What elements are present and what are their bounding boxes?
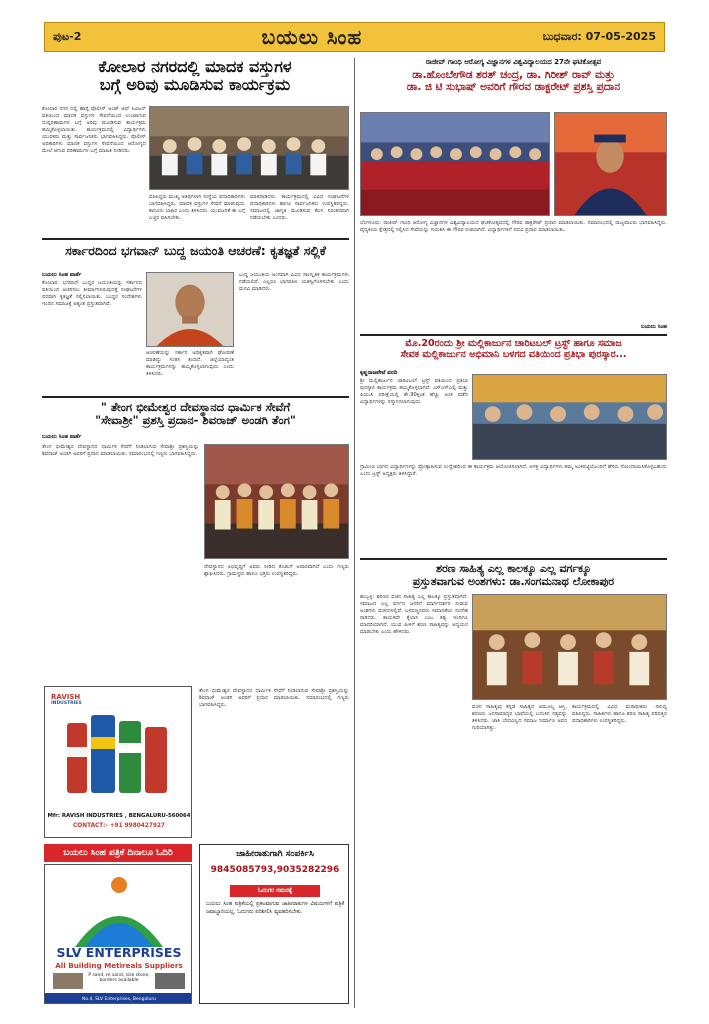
ravish-contact: CONTACT:- +91 9980427927 xyxy=(73,823,165,829)
article-2-byline: ಬಯಲು ಸಿಂಹ ವಾರ್ತೆ xyxy=(42,272,82,278)
article-5-headline xyxy=(360,339,667,361)
article-4-kicker: ರಾಜೀವ್ ಗಾಂಧಿ ಆರೋಗ್ಯ ವಿಜ್ಞಾನಗಳ ವಿಶ್ವವಿದ್ಯಾಲಯದ 27ನೇ ಘಟಿಕೋತ್ಸವ xyxy=(425,58,602,66)
article-4-photo-portrait xyxy=(554,112,667,216)
ravish-industries-ad xyxy=(44,686,192,838)
article-4-text: ಬೆಂಗಳೂರು: ರಾಜೀವ್ ಗಾಂಧಿ ಆರೋಗ್ಯ ವಿಜ್ಞಾನಗಳ ವಿಶ್ವವಿದ್ಯಾಲಯದ ಘಟಿಕೋತ್ಸವದಲ್ಲಿ ಗೌರವ ಡಾಕ್ಟರೇಟ್ ಪ್ರದಾನ ಮಾಡಲಾಯಿತು. ಸಮಾರಂಭದಲ್ಲಿ ರಾಜ್ಯಪಾಲರು ಭಾಗವಹಿಸಿದ್ದರು. ವೈದ್ಯಕೀಯ ಕ್ಷೇತ್ರದಲ್ಲಿ ಸಲ್ಲಿಸಿದ ಸೇವೆಯನ್ನು ಗುರುತಿಸಿ ಈ ಗೌರವ ನೀಡಲಾಗಿದೆ. ವಿದ್ಯಾರ್ಥಿಗಳಿಗೆ ಪದವಿ ಪ್ರದಾನ ಮಾಡಲಾಯಿತು. xyxy=(360,220,667,233)
article-1-photo xyxy=(149,106,349,190)
article-3-headline xyxy=(42,401,349,427)
slv-address: No.4, SLV Enterprises, Bengaluru xyxy=(45,993,192,1004)
article-3-photo xyxy=(204,444,349,559)
divider-2 xyxy=(42,396,349,398)
article-4-byline: ಬಯಲು ಸಿಂಹ xyxy=(640,324,667,330)
article-4-photo-group xyxy=(360,112,550,216)
page-label: ಪುಟ-2 xyxy=(53,30,82,43)
ravish-brand: RAVISH xyxy=(51,693,81,701)
article-1-text-right: ಮಾತನಾಡಿದರು. ಕಾರ್ಯಕ್ರಮದಲ್ಲಿ ವಿವಿಧ ಸಂಘಟನೆಗಳ ಪದಾಧಿಕಾರಿಗಳು ಹಾಗೂ ಸಾರ್ವಜನಿಕರು ಉಪಸ್ಥಿತರಿದ್ದರು. ಸಮಾಜದಲ್ಲಿ ಜಾಗೃತಿ ಮೂಡಿಸುವ ಕೆಲಸ ನಿರಂತರವಾಗಿ ನಡೆಯಬೇಕು ಎಂದರು. xyxy=(250,194,349,221)
divider-3 xyxy=(360,334,667,336)
ravish-brand-sub: INDUSTRIES xyxy=(51,701,82,706)
issue-date: ಬುಧವಾರ: 07-05-2025 xyxy=(542,30,656,43)
article-5-photo xyxy=(472,374,667,460)
article-4-headline xyxy=(360,69,667,93)
article-5-headline-line2: ಸೇವಕ ಮಲ್ಲಿಕಾರ್ಜುನ ಅಭಿಮಾನಿ ಬಳಗದ ವತಿಯಿಂದ ಪ್ರತಿಭಾ ಪುರಸ್ಕಾರ... xyxy=(400,348,627,360)
article-3-text-right: ದೇವಸ್ಥಾನದ ಅಭಿವೃದ್ಧಿಗೆ ಅವರು ನೀಡಿದ ಕೊಡುಗೆ ಅಪಾರವಾಗಿದೆ ಎಂದು ಗಣ್ಯರು ಶ್ಲಾಘಿಸಿದರು. ಗ್ರಾಮಸ್ಥರು ಹಾಗೂ ಭಕ್ತರು ಉಪಸ್ಥಿತರಿದ್ದರು. xyxy=(204,564,349,577)
article-3-text-left: ತೇಂಗ ಭೀಮೇಶ್ವರ ದೇವಸ್ಥಾನದ ಧಾರ್ಮಿಕ ಸೇವೆಗೆ ನೀಡಲಾಗುವ ಸೇವಾಶ್ರೀ ಪ್ರಶಸ್ತಿಯನ್ನು ಶಿವರಾಜ್ ಅಂಡಗಿ ಅವರಿಗೆ ಪ್ರದಾನ ಮಾಡಲಾಯಿತು. ಸಮಾರಂಭದಲ್ಲಿ ಗಣ್ಯರು ಭಾಗವಹಿಸಿದ್ದರು. xyxy=(42,444,199,457)
article-5-text-top: ಶ್ರೀ ಮಲ್ಲಿಕಾರ್ಜುನ ಚಾರಿಟಬಲ್ ಟ್ರಸ್ಟ್ ವತಿಯಿಂದ ಪ್ರತಿಭಾ ಪುರಸ್ಕಾರ ಕಾರ್ಯಕ್ರಮ ಹಮ್ಮಿಕೊಳ್ಳಲಾಗಿದೆ. ಎಸ್ಎಸ್ಎಲ್ಸಿ ಮತ್ತು ಪಿಯುಸಿ ಪರೀಕ್ಷೆಯಲ್ಲಿ ಶೇ.90ಕ್ಕಿಂತ ಹೆಚ್ಚು ಅಂಕ ಪಡೆದ ವಿದ್ಯಾರ್ಥಿಗಳನ್ನು ಸನ್ಮಾನಿಸಲಾಗುವುದು. xyxy=(360,378,468,405)
article-3-headline-line1: " ತೇಂಗ ಭೀಮೇಶ್ವರ ದೇವಸ್ಥಾನದ ಧಾರ್ಮಿಕ ಸೇವೆಗೆ xyxy=(100,400,291,414)
article-4-headline-line2: ಡಾ. ಜಿ ಟಿ ಸುಭಾಷ್ ಅವರಿಗೆ ಗೌರವ ಡಾಕ್ಟರೇಟ್ ಪ್ರಶಸ್ತಿ ಪ್ರದಾನ xyxy=(406,81,621,94)
article-2-text-left: ಕೋಲಾರ: ಭಗವಾನ್ ಬುದ್ಧರ ಜಯಂತಿಯನ್ನು ಸರ್ಕಾರದ ವತಿಯಿಂದ ಆಚರಿಸಲು ತೀರ್ಮಾನಿಸಿರುವುದಕ್ಕೆ ಸಂಘಟನೆಗಳ ಪರವಾಗಿ ಕೃತಜ್ಞತೆ ಸಲ್ಲಿಸಲಾಯಿತು. ಬುದ್ಧರ ಸಂದೇಶಗಳು ಇಂದಿನ ಸಮಾಜಕ್ಕೆ ಅತ್ಯಂತ ಪ್ರಸ್ತುತವಾಗಿವೆ. xyxy=(42,280,142,307)
article-1-text-mid: ವಹಿಸಿದ್ದರು ಮುಖ್ಯ ಅತಿಥಿಗಳಾಗಿ ಸಂಸ್ಥೆಯ ಪದಾಧಿಕಾರಿಗಳು ಭಾಗವಹಿಸಿದ್ದರು. ಮಾದಕ ವಸ್ತುಗಳ ಸೇವನೆ ಮಾಡುವುದು ಕಾನೂನು ಬಾಹಿರ ಎಂದು ತಿಳಿಸಿದರು. ಯುವಜನತೆ ಈ ಬಗ್ಗೆ ಎಚ್ಚರ ವಹಿಸಬೇಕು. xyxy=(149,194,245,221)
article-6-text-right: ಕಾರ್ಯಕ್ರಮದಲ್ಲಿ ವಿವಿಧ ಮಠಾಧೀಶರು ಸಾನಿಧ್ಯ ವಹಿಸಿದ್ದರು. ಸಾಹಿತಿಗಳು ಹಾಗೂ ಶರಣ ಸಾಹಿತ್ಯ ಪರಿಷತ್ತಿನ ಪದಾಧಿಕಾರಿಗಳು ಉಪಸ್ಥಿತರಿದ್ದರು. xyxy=(572,704,667,724)
article-5-text-bottom: ಗ್ರಾಮೀಣ ಭಾಗದ ವಿದ್ಯಾರ್ಥಿಗಳನ್ನು ಪ್ರೋತ್ಸಾಹಿಸುವ ಉದ್ದೇಶದಿಂದ ಈ ಕಾರ್ಯಕ್ರಮ ಆಯೋಜಿಸಲಾಗಿದೆ. ಆಸಕ್ತ ವಿದ್ಯಾರ್ಥಿಗಳು ತಮ್ಮ ಅಂಕಪಟ್ಟಿಯೊಂದಿಗೆ ಹೆಸರು ನೋಂದಾಯಿಸಿಕೊಳ್ಳಬಹುದು ಎಂದು ಟ್ರಸ್ಟ್ ಅಧ್ಯಕ್ಷರು ತಿಳಿಸಿದ್ದಾರೆ. xyxy=(360,464,667,477)
read-daily-banner: ಬಯಲು ಸಿಂಹ ಪತ್ರಿಕೆ ದಿನಾಲೂ ಓದಿರಿ xyxy=(44,844,192,862)
ad-contact-title: ಜಾಹೀರಾತುಗಾಗಿ ಸಂಪರ್ಕಿಸಿ xyxy=(236,849,314,859)
reader-notice-title: ಓದುಗರ ಗಮನಕ್ಕೆ xyxy=(230,885,320,897)
article-3-headline-line2: "ಸೇವಾಶ್ರೀ" ಪ್ರಶಸ್ತಿ ಪ್ರದಾನ- ಶಿವರಾಜ್ ಅಂಡಗಿ ತೆಂಗ" xyxy=(95,413,296,428)
article-1-text-left: ಕೋಲಾರ ನಗರ ದಲ್ಲಿ ಹಾಸ್ಕೆ ಪೊಲೀಸ್ ಅಂಡ್ ಆಫ್ ಸಿಟಿಜನ್ ವತಿಯಿಂದ ಮಾದಕ ವಸ್ತುಗಳ ಸೇವನೆಯಿಂದ ಉಂಟಾಗುವ ದುಷ್ಪರಿಣಾಮಗಳ ಬಗ್ಗೆ ಅರಿವು ಮೂಡಿಸುವ ಕಾರ್ಯಕ್ರಮ ಹಮ್ಮಿಕೊಳ್ಳಲಾಯಿತು. ಕಾರ್ಯಕ್ರಮದಲ್ಲಿ ವಿದ್ಯಾರ್ಥಿಗಳು ಯುವಕರು ಮತ್ತು ಸಾರ್ವಜನಿಕರು ಭಾಗವಹಿಸಿದ್ದರು. ಪೊಲೀಸ್ ಅಧಿಕಾರಿಗಳು ಮಾದಕ ವಸ್ತುಗಳ ಸೇವನೆಯಿಂದ ಆರೋಗ್ಯದ ಮೇಲೆ ಆಗುವ ಪರಿಣಾಮಗಳ ಬಗ್ಗೆ ಮಾಹಿತಿ ನೀಡಿದರು. xyxy=(42,106,146,154)
slv-items: P sand, m sand, size stone, borders available xyxy=(88,973,150,983)
article-2-headline: ಸರ್ಕಾರದಿಂದ ಭಗವಾನ್ ಬುದ್ದ ಜಯಂತಿ ಆಚರಣೆ: ಕೃತಜ್ಞತೆ ಸಲ್ಲಿಕೆ xyxy=(65,243,326,258)
article-5-headline-line1: ಮೊ.20ರಂದು ಶ್ರೀ ಮಲ್ಲಿಕಾರ್ಜುನ ಚಾರಿಟಬಲ್ ಟ್ರಸ್ಟ್ ಹಾಗೂ ಸಮಾಜ xyxy=(405,338,622,349)
divider-4 xyxy=(360,558,667,560)
column-divider xyxy=(354,58,355,1008)
article-2-text-mid: ಆಚರಣೆಯನ್ನು ಸರ್ಕಾರ ಅಧಿಕೃತವಾಗಿ ಘೋಷಣೆ ಮಾಡಿದ್ದು ಸಂತಸ ತಂದಿದೆ. ಜಿಲ್ಲೆಯಾದ್ಯಂತ ಕಾರ್ಯಕ್ರಮಗಳನ್ನು ಹಮ್ಮಿಕೊಳ್ಳಲಾಗುವುದು ಎಂದು ತಿಳಿಸಿದರು. xyxy=(146,350,234,377)
article-1-headline-line1: ಕೋಲಾರ ನಗರದಲ್ಲಿ ಮಾದಕ ವಸ್ತುಗಳ xyxy=(98,57,292,76)
divider-1 xyxy=(42,238,349,240)
article-6-headline xyxy=(360,563,667,588)
slv-logo-illustration xyxy=(45,865,192,1004)
article-1-headline xyxy=(42,58,348,95)
article-6-headline-line2: ಪ್ರಸ್ತುತವಾಗುವ ಅಂಶಗಳು: ಡಾ.ಸಂಗಮನಾಥ ಲೋಕಾಪುರ xyxy=(412,574,615,588)
article-3-byline: ಬಯಲು ಸಿಂಹ ವಾರ್ತೆ xyxy=(42,434,82,440)
ravish-address: Mfr: RAVISH INDUSTRIES , BENGALURU-560064 xyxy=(47,813,191,819)
article-2-text-right: ಬುದ್ಧ ಜಯಂತಿಯ ಅಂಗವಾಗಿ ವಿವಿಧ ಸಾಂಸ್ಕೃತಿಕ ಕಾರ್ಯಕ್ರಮಗಳು ನಡೆಯಲಿವೆ. ಎಲ್ಲರೂ ಭಾಗವಹಿಸಿ ಯಶಸ್ವಿಗೊಳಿಸಬೇಕು ಎಂದು ಮನವಿ ಮಾಡಿದರು. xyxy=(239,272,349,292)
advertisement-contact-box xyxy=(199,844,349,1004)
ad-contact-phones: 9845085793,9035282296 xyxy=(210,865,340,875)
newspaper-title: ಬಯಲು ಸಿಂಹ xyxy=(261,25,363,49)
slv-enterprises-ad xyxy=(44,864,192,1004)
slv-name: SLV ENTERPRISES xyxy=(56,945,182,960)
article-2-portrait xyxy=(146,272,234,347)
article-6-photo xyxy=(472,594,667,700)
article-6-headline-line1: ಶರಣ ಸಾಹಿತ್ಯ ಎಲ್ಲ ಕಾಲಕ್ಕೂ ಎಲ್ಲ ವರ್ಗಕ್ಕೂ xyxy=(435,562,592,575)
article-6-text-mid: ವಚನ ಸಾಹಿತ್ಯವು ಕನ್ನಡ ಸಾಹಿತ್ಯದ ಅಮೂಲ್ಯ ಆಸ್ತಿ. ಶರಣರು ಜನಸಾಮಾನ್ಯರ ಭಾಷೆಯಲ್ಲಿ ಬದುಕಿನ ಸತ್ಯವನ್ನು ತಿಳಿಸಿದರು. ಜಾತಿ ಭೇದವಿಲ್ಲದ ಸಮಾಜ ನಿರ್ಮಾಣ ಅವರ ಗುರಿಯಾಗಿತ್ತು. xyxy=(472,704,567,731)
newspaper-page xyxy=(34,14,675,1010)
article-5-byline: ಕೃಷ್ಣರಾಜಪೇಟೆ ವರದಿ xyxy=(360,370,398,376)
article-6-text-left: ಹುಬ್ಬಳ್ಳಿ: ಶರಣರ ವಚನ ಸಾಹಿತ್ಯ ಎಲ್ಲ ಕಾಲಕ್ಕೂ ಪ್ರಸ್ತುತವಾಗಿದೆ. ಸಮಾಜದ ಎಲ್ಲ ವರ್ಗದ ಜನರಿಗೆ ಮಾರ್ಗದರ್ಶನ ನೀಡುವ ಅಂಶಗಳು ವಚನಗಳಲ್ಲಿವೆ. ಬಸವಣ್ಣನವರು ಸಮಾನತೆಯ ಸಂದೇಶ ಸಾರಿದರು. ಕಾಯಕವೇ ಕೈಲಾಸ ಎಂಬ ತತ್ವ ಇಂದಿಗೂ ಮಾದರಿಯಾಗಿದೆ. ಯುವ ಪೀಳಿಗೆ ಶರಣ ಸಾಹಿತ್ಯವನ್ನು ಅಧ್ಯಯನ ಮಾಡಬೇಕು ಎಂದು ಹೇಳಿದರು. xyxy=(360,594,468,635)
article-1-headline-line2: ಬಗ್ಗೆ ಅರಿವು ಮೂಡಿಸುವ ಕಾರ್ಯಕ್ರಮ xyxy=(99,75,291,95)
reader-notice-text: ಬಯಲು ಸಿಂಹ ಪತ್ರಿಕೆಯಲ್ಲಿ ಪ್ರಕಟವಾಗುವ ಜಾಹೀರಾತುಗಳ ವಿಷಯಗಳಿಗೆ ಪತ್ರಿಕೆ ಜವಾಬ್ದಾರಿಯಲ್ಲ. ಓದುಗರು ಪರಿಶೀಲಿಸಿ ವ್ಯವಹರಿಸಬೇಕು. xyxy=(206,901,344,915)
slv-tagline: All Building Metireals Suppliers xyxy=(55,961,183,970)
masthead xyxy=(44,22,665,52)
article-3-text-continued: ತೇಂಗ ಭೀಮೇಶ್ವರ ದೇವಸ್ಥಾನದ ಧಾರ್ಮಿಕ ಸೇವೆಗೆ ನೀಡಲಾಗುವ ಸೇವಾಶ್ರೀ ಪ್ರಶಸ್ತಿಯನ್ನು ಶಿವರಾಜ್ ಅಂಡಗಿ ಅವರಿಗೆ ಪ್ರದಾನ ಮಾಡಲಾಯಿತು. ಸಮಾರಂಭದಲ್ಲಿ ಗಣ್ಯರು ಭಾಗವಹಿಸಿದ್ದರು. xyxy=(199,688,349,708)
article-4-headline-line1: ಡಾ.ಹೊಂಬೇಗೌಡ ಶರತ್ ಚಂದ್ರ, ಡಾ. ಗಿರೀಶ್ ರಾವ್ ಮತ್ತು xyxy=(412,69,615,81)
